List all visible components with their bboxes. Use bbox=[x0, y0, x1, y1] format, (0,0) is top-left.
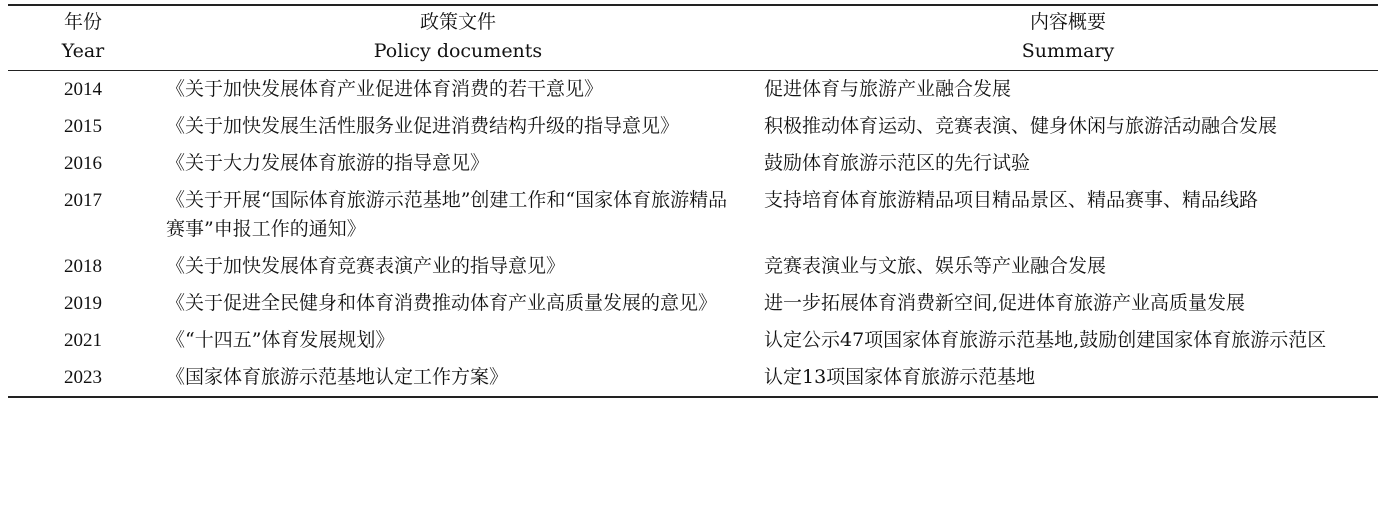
table-row bbox=[8, 108, 1378, 145]
policy-cell: 《关于促进全民健身和体育消费推动体育产业高质量发展的意见》 bbox=[166, 292, 718, 314]
table-row bbox=[8, 145, 1378, 182]
year-cell: 2019 bbox=[64, 293, 102, 314]
year-cell: 2015 bbox=[64, 116, 102, 137]
summary-cell: 鼓励体育旅游示范区的先行试验 bbox=[764, 152, 1031, 174]
year-cell: 2016 bbox=[64, 153, 102, 174]
header-year bbox=[8, 5, 158, 71]
table-row bbox=[8, 71, 1378, 109]
policy-cell: 《“十四五”体育发展规划》 bbox=[166, 329, 395, 351]
header-policy-zh: 政策文件 bbox=[419, 11, 496, 33]
summary-cell: 促进体育与旅游产业融合发展 bbox=[764, 78, 1012, 100]
header-year-zh: 年份 bbox=[63, 11, 102, 33]
header-policy-en: Policy documents bbox=[373, 40, 543, 62]
table-row bbox=[8, 359, 1378, 397]
summary-cell: 认定公示47项国家体育旅游示范基地,鼓励创建国家体育旅游示范区 bbox=[764, 329, 1327, 351]
summary-cell: 竞赛表演业与文旅、娱乐等产业融合发展 bbox=[764, 255, 1107, 277]
policy-cell: 《关于加快发展生活性服务业促进消费结构升级的指导意见》 bbox=[166, 115, 680, 137]
summary-cell: 认定13项国家体育旅游示范基地 bbox=[764, 366, 1036, 388]
header-summary bbox=[758, 5, 1378, 71]
summary-cell: 进一步拓展体育消费新空间,促进体育旅游产业高质量发展 bbox=[764, 292, 1246, 314]
year-cell: 2021 bbox=[64, 330, 102, 351]
policy-table bbox=[8, 4, 1378, 398]
year-cell: 2014 bbox=[64, 79, 102, 100]
year-cell: 2018 bbox=[64, 256, 102, 277]
year-cell: 2023 bbox=[64, 367, 102, 388]
policy-cell: 《关于加快发展体育竞赛表演产业的指导意见》 bbox=[166, 255, 566, 277]
year-cell: 2017 bbox=[64, 190, 102, 211]
header-row bbox=[8, 5, 1378, 71]
policy-cell: 《关于大力发展体育旅游的指导意见》 bbox=[166, 152, 490, 174]
header-summary-en: Summary bbox=[1021, 40, 1115, 62]
policy-cell: 《国家体育旅游示范基地认定工作方案》 bbox=[166, 366, 509, 388]
table-row bbox=[8, 182, 1378, 248]
table-body bbox=[8, 71, 1378, 398]
header-summary-zh: 内容概要 bbox=[1029, 11, 1106, 33]
summary-cell: 积极推动体育运动、竞赛表演、健身休闲与旅游活动融合发展 bbox=[764, 115, 1278, 137]
header-year-en: Year bbox=[61, 40, 105, 62]
table-row bbox=[8, 248, 1378, 285]
policy-cell: 《关于加快发展体育产业促进体育消费的若干意见》 bbox=[166, 78, 604, 100]
header-policy bbox=[158, 5, 758, 71]
policy-cell: 《关于开展“国际体育旅游示范基地”创建工作和“国家体育旅游精品赛事”申报工作的通知》 bbox=[166, 189, 728, 240]
table-row bbox=[8, 322, 1378, 359]
table-row bbox=[8, 285, 1378, 322]
summary-cell: 支持培育体育旅游精品项目精品景区、精品赛事、精品线路 bbox=[764, 189, 1259, 211]
table-header bbox=[8, 5, 1378, 71]
